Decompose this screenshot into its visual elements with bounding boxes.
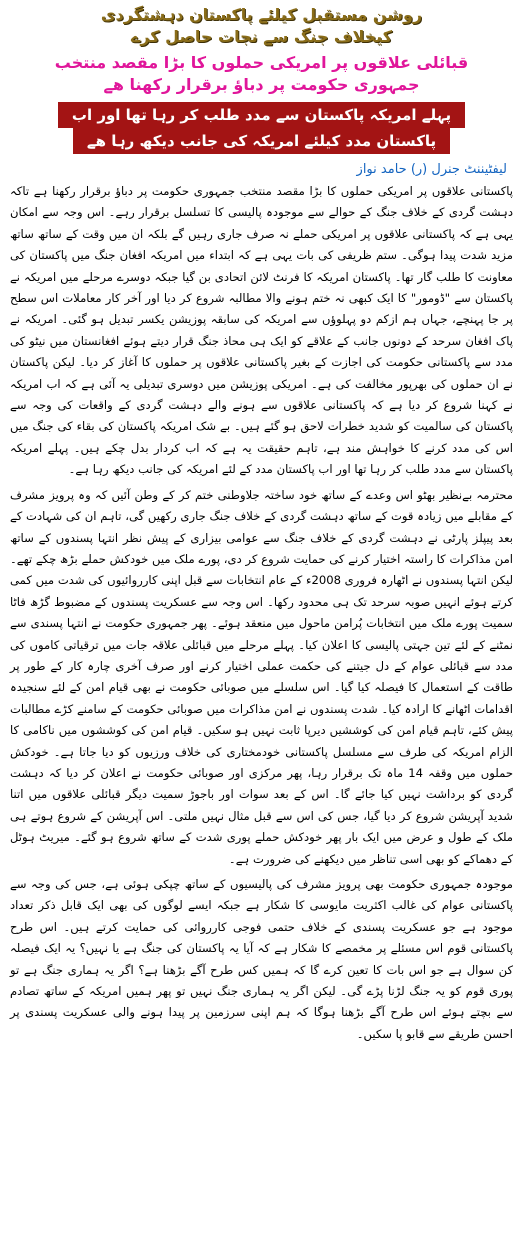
paragraph-3: موجودہ جمہوری حکومت بھی پرویز مشرف کی پالیسیوں کے ساتھ چپکی ہوئی ہے، جس کی وجہ سے پاکستانی عوام کی غالب اکثریت مایوسی کا شکار ہے جبکہ ایسے لوگوں کی بھی ایک قابل ذکر تعداد موجود ہے جو عسکریت پسندی کے خلاف حتمی فوجی کارروائی کی حمایت کرتے ہیں۔ اس طرح پاکستانی قوم اس مسئلے پر مخمصے کا شکار ہے کہ آیا یہ پاکستان کی جنگ ہے یا نہیں؟ یہ ایک فیصلہ کن سوال ہے جو اس بات کا تعین کرے گا کہ ہمیں کس طرح آگے بڑھنا ہے؟ اگر یہ ہماری جنگ ہے تو پوری قوم کو یہ جنگ لڑنا پڑے گی۔ لیکن اگر یہ ہماری جنگ نہیں تو پھر ہمیں امریکہ کے ساتھ تصادم سے بچتے ہوئے اس طرح آگے بڑھنا ہوگا کہ ہم اپنی سرزمین پر پیدا ہونے والی عسکریت پسندی پر احسن طریقے سے قابو پا سکیں۔ (10, 877, 513, 1041)
paragraph-2: محترمہ بےنظیر بھٹو اس وعدے کے ساتھ خود ساختہ جلاوطنی ختم کر کے وطن آئیں کہ وہ پرویز مشرف کے مقابلے میں زیادہ قوت کے ساتھ دہشت گردی کے خلاف جنگ جاری رکھیں گی، تاہم ان کی شہادت کے بعد پیپلز پارٹی نے دہشت گردی کے خلاف جنگ سے عوامی بیزاری کے پیش نظر انتہا پسندوں کے ساتھ امن مذاکرات کا راستہ اختیار کرنے کی حمایت شروع کر دی، پورے ملک میں خودکش حملے بڑھ چکے تھے۔ لیکن انتہا پسندوں نے اٹھارہ فروری 2008ء کے عام انتخابات سے قبل اپنی کارروائیوں کی شدت میں کمی کرتے ہوئے انہیں صوبہ سرحد تک ہی محدود رکھا۔ اس وجہ سے عسکریت پسندوں کے مضبوط گڑھ فاٹا سمیت پورے ملک میں انتخابات پُرامن ماحول میں منعقد ہوئے۔ پھر جمہوری حکومت نے انتہا پسندی سے نمٹنے کے لئے تین جہتی پالیسی کا اعلان کیا۔ پہلے مرحلے میں قبائلی علاقہ جات میں ترقیاتی کاموں کی مدد سے قبائلی عوام کے دل جیتنے کی حکمت عملی اختیار کرنے اور صرف آخری چارہ کار کے طور پر طاقت کے استعمال کا فیصلہ کیا گیا۔ اس سلسلے میں صوبائی حکومت نے بھی قیام امن کے لئے سنجیدہ اقدامات اٹھانے کا ارادہ کیا۔ شدت پسندوں نے امن مذاکرات میں صوبائی حکومت کے سامنے کڑے مطالبات پیش کئے، تاہم قیام امن کی کوششیں دیرپا ثابت نہیں ہو سکیں۔ قیام امن کی کوششوں میں ناکامی کا الزام امریکہ کی طرف سے مسلسل پاکستانی خودمختاری کی خلاف ورزیوں کو دیا جاتا ہے۔ خودکش حملوں میں وقفہ 14 ماہ تک برقرار رہا، پھر مرکزی اور صوبائی حکومت نے اعلان کر دیا کہ دہشت گردی کو برداشت نہیں کیا جائے گا۔ اس کے بعد سوات اور باجوڑ سمیت دیگر قبائلی علاقوں میں اتنا شدید آپریشن شروع کر دیا گیا، جس کی اس سے قبل مثال نہیں ملتی۔ اس آپریشن کے شروع ہوتے ہی ملک کے طول و عرض میں ایک بار پھر خودکش حملے پوری شدت کے ساتھ شروع ہو گئے۔ میریٹ ہوٹل کے دھماکے کو بھی اسی تناظر میں دیکھنے کی ضرورت ہے۔ (10, 487, 514, 866)
author-byline: لیفٹیننٹ جنرل (ر) حامد نواز (356, 162, 507, 177)
highlight-banner (10, 102, 513, 154)
headline-line-2: کیخلاف جنگ سے نجات حاصل کرے (130, 27, 393, 46)
article-body (10, 181, 513, 1045)
headline-line-1: روشن مستقبل کیلئے پاکستان دہشتگردی (100, 5, 423, 24)
subheadline-line-1: قبائلی علاقوں پر امریکی حملوں کا بڑا مقصد منتخب (54, 53, 469, 72)
paragraph-1: پاکستانی علاقوں پر امریکی حملوں کا بڑا مقصد منتخب جمہوری حکومت پر دباؤ برقرار رکھنا ہے تاکہ دہشت گردی کے خلاف جنگ کے حوالے سے موجودہ پالیسی کا تسلسل برقرار رہے۔ اس وجہ سے امکان یہی ہے کہ پاکستانی علاقوں پر امریکی حملے نہ صرف جاری رہیں گے بلکہ ان میں وقت کے ساتھ ساتھ مزید شدت پیدا ہوگی۔ ستم ظریفی کی بات یہی ہے کہ ابتداء میں امریکہ افغان جنگ میں پاکستان کی معاونت کا طلب گار تھا۔ پاکستان امریکہ کا فرنٹ لائن اتحادی بن گیا جبکہ دوسرے مرحلے میں امریکہ نے پاکستان سے "ڈومور" کا ایک کبھی نہ ختم ہونے والا مطالبہ شروع کر دیا اور آخر کار معاملات اس سطح پر جا پہنچے، جہاں ہم ازکم دو پہلوؤں سے امریکہ کی سابقہ پوزیشن یکسر تبدیل ہو گئی۔ امریکہ نے پاک افغان سرحد کے دونوں جانب کے علاقے کو ایک ہی محاذ جنگ قرار دیتے ہوئے افغانستان میں نیٹو کی مدد سے پاکستانی حکومت کی اجازت کے بغیر پاکستانی علاقوں پر حملوں کا آغاز کر دیا۔ لیکن پاکستان نے ان حملوں کی بھرپور مخالفت کی ہے۔ امریکی پوزیشن میں دوسری تبدیلی یہ آئی ہے کہ اب امریکہ نے کہنا شروع کر دیا ہے کہ پاکستانی علاقوں سے ہونے والے دہشت گردی کے واقعات کی وجہ سے پاکستان کی سالمیت کو شدید خطرات لاحق ہو گئے ہیں۔ بے شک امریکہ پاکستان کی بقاء کی جنگ میں اس کی مدد کرنے کا خواہش مند ہے، تاہم حقیقت یہ ہے کہ اب کردار بدل چکے ہیں۔ پہلے امریکہ پاکستان سے مدد طلب کر رہا تھا اور اب پاکستان مدد کے لئے امریکہ کی جانب دیکھ رہا ہے۔ (10, 184, 513, 477)
subheadline-line-2: جمہوری حکومت پر دباؤ برقرار رکھنا ھے (103, 75, 420, 94)
banner-line-2: پاکستان مدد کیلئے امریکہ کی جانب دیکھ رہا ھے (73, 128, 450, 154)
banner-line-1: پہلے امریکہ پاکستان سے مدد طلب کر رہا تھا اور اب (58, 102, 465, 128)
